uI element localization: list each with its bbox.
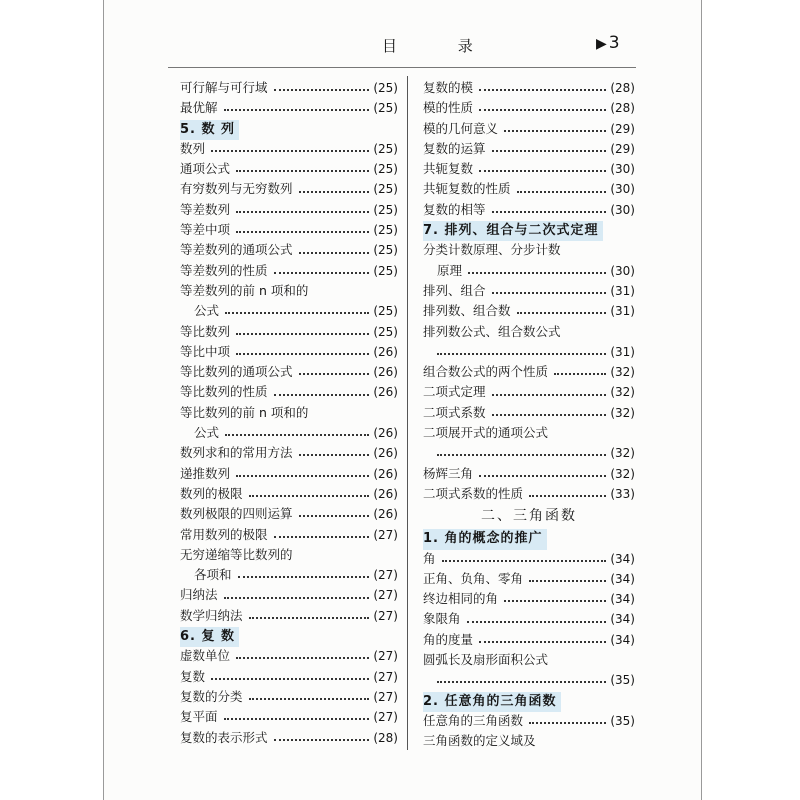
dot-leader <box>225 312 369 314</box>
toc-page-number: (27) <box>373 527 398 542</box>
toc-entry-label: 公式 <box>194 303 220 319</box>
toc-entry[interactable] <box>180 585 398 605</box>
dot-leader <box>249 617 370 619</box>
toc-entry-label: 等比数列的性质 <box>180 384 268 400</box>
toc-entry-label: 递推数列 <box>180 465 231 481</box>
toc-entry-label: 复数的表示形式 <box>180 729 268 745</box>
toc-entry-label: 等差数列 <box>180 201 231 217</box>
toc-entry[interactable] <box>180 728 398 748</box>
toc-entry-label: 正角、负角、零角 <box>423 570 524 586</box>
dot-leader <box>274 89 370 91</box>
dot-leader <box>479 170 606 172</box>
toc-page-number: (27) <box>373 710 398 725</box>
dot-leader <box>492 150 607 152</box>
toc-entry[interactable] <box>423 98 635 118</box>
toc-entry[interactable] <box>423 569 635 589</box>
toc-entry-label: 等差数列的通项公式 <box>180 242 293 258</box>
toc-page-number: (29) <box>610 141 635 156</box>
toc-page-number: (31) <box>610 283 635 298</box>
toc-page-number: (34) <box>610 612 635 627</box>
toc-page-number: (27) <box>373 608 398 623</box>
toc-entry-label: 象限角 <box>423 611 461 627</box>
toc-entry-label: 二项式定理 <box>423 384 486 400</box>
toc-page-number: (26) <box>373 365 398 380</box>
toc-page-number: (27) <box>373 689 398 704</box>
toc-entry-label: 复平面 <box>180 709 218 725</box>
toc-page-number: (25) <box>373 81 398 95</box>
section-heading-label: 1. 角的概念的推广 <box>423 529 547 549</box>
toc-page-number: (25) <box>373 223 398 238</box>
toc-entry-line <box>423 423 635 443</box>
dot-leader <box>274 739 370 741</box>
toc-page-number: (32) <box>610 365 635 380</box>
toc-entry-label: 等差中项 <box>180 222 231 238</box>
dot-leader <box>249 698 370 700</box>
toc-entry-label: 数列 <box>180 140 206 156</box>
toc-entry-label: 无穷递缩等比数列的 <box>180 546 293 562</box>
dot-leader <box>211 678 369 680</box>
toc-entry[interactable] <box>423 301 635 321</box>
toc-page-number: (34) <box>610 632 635 647</box>
toc-entry-label: 复数的相等 <box>423 201 486 217</box>
toc-entry-label: 通项公式 <box>180 161 231 177</box>
dot-leader <box>529 722 606 724</box>
toc-entry-label: 组合数公式的两个性质 <box>423 364 549 380</box>
toc-entry[interactable] <box>423 609 635 629</box>
toc-entry-label: 归纳法 <box>180 587 218 603</box>
toc-entry-line <box>423 322 635 342</box>
toc-entry-line <box>423 240 635 260</box>
dot-leader <box>517 312 607 314</box>
dot-leader <box>479 475 606 477</box>
toc-entry-line <box>180 281 398 301</box>
toc-entry-label: 角 <box>423 550 436 566</box>
dot-leader <box>492 394 607 396</box>
toc-page-number: (27) <box>373 649 398 664</box>
dot-leader <box>238 576 370 578</box>
toc-entry[interactable] <box>423 119 635 139</box>
toc-entry-label: 公式 <box>194 425 220 441</box>
toc-entry[interactable] <box>180 565 398 585</box>
toc-entry-label: 等比中项 <box>180 343 231 359</box>
toc-page-number: (30) <box>610 202 635 217</box>
dot-leader <box>492 211 607 213</box>
toc-entry-label: 排列数公式、组合数公式 <box>423 323 561 339</box>
toc-entry[interactable] <box>180 382 398 402</box>
toc-page-number: (26) <box>373 486 398 501</box>
toc-entry[interactable] <box>180 443 398 463</box>
page-title: 目 录 <box>382 37 501 55</box>
toc-entry[interactable] <box>180 301 398 321</box>
toc-entry-label: 二项式系数 <box>423 404 486 420</box>
toc-entry[interactable] <box>180 646 398 666</box>
section-heading <box>180 119 398 139</box>
dot-leader <box>437 353 606 355</box>
toc-entry[interactable] <box>180 484 398 504</box>
dot-leader <box>467 621 607 623</box>
toc-page-number: (34) <box>610 592 635 607</box>
toc-right-column <box>423 78 635 752</box>
toc-entry[interactable] <box>423 78 635 98</box>
dot-leader <box>299 191 370 193</box>
toc-entry-continuation <box>423 342 635 362</box>
toc-entry-label: 排列数、组合数 <box>423 303 511 319</box>
dot-leader <box>236 211 369 213</box>
toc-entry-continuation <box>423 670 635 690</box>
page-header <box>170 30 635 66</box>
toc-entry[interactable] <box>423 261 635 281</box>
toc-entry[interactable] <box>180 261 398 281</box>
page-number <box>596 33 620 53</box>
dot-leader <box>479 109 606 111</box>
toc-entry-label: 等比数列的前 n 项和的 <box>180 404 309 420</box>
toc-page-number: (28) <box>610 81 635 95</box>
toc-entry[interactable] <box>180 525 398 545</box>
toc-entry[interactable] <box>423 139 635 159</box>
toc-entry-label: 等差数列的性质 <box>180 262 268 278</box>
toc-entry[interactable] <box>423 200 635 220</box>
toc-entry-label: 有穷数列与无穷数列 <box>180 181 293 197</box>
toc-entry[interactable] <box>423 711 635 731</box>
dot-leader <box>437 681 606 683</box>
toc-entry-label: 原理 <box>437 262 463 278</box>
toc-entry[interactable] <box>423 362 635 382</box>
toc-entry[interactable] <box>180 606 398 626</box>
toc-entry-label: 杨辉三角 <box>423 465 474 481</box>
toc-page-number: (31) <box>610 344 635 359</box>
toc-page-number: (34) <box>610 551 635 566</box>
toc-entry-label: 各项和 <box>194 567 232 583</box>
toc-entry-label: 三角函数的定义域及 <box>423 733 536 749</box>
toc-entry[interactable] <box>180 98 398 118</box>
dot-leader <box>529 495 606 497</box>
toc-page-number: (25) <box>373 263 398 278</box>
toc-page-number: (32) <box>610 466 635 481</box>
toc-entry[interactable] <box>180 240 398 260</box>
toc-page-number: (26) <box>373 466 398 481</box>
dot-leader <box>236 333 369 335</box>
dot-leader <box>492 292 607 294</box>
toc-entry-label: 复数 <box>180 668 206 684</box>
dot-leader <box>236 475 369 477</box>
section-heading-label: 2. 任意角的三角函数 <box>423 692 561 712</box>
toc-entry-label: 复数的运算 <box>423 140 486 156</box>
toc-entry[interactable] <box>423 403 635 423</box>
toc-entry[interactable] <box>180 322 398 342</box>
section-heading-label: 6. 复 数 <box>180 627 239 647</box>
toc-entry[interactable] <box>180 423 398 443</box>
toc-entry[interactable] <box>180 687 398 707</box>
toc-entry-label: 数列极限的四则运算 <box>180 506 293 522</box>
toc-entry-continuation <box>423 443 635 463</box>
dot-leader <box>236 353 369 355</box>
toc-entry[interactable] <box>180 78 398 98</box>
dot-leader <box>504 600 606 602</box>
dot-leader <box>504 130 606 132</box>
section-heading <box>423 691 635 711</box>
toc-entry-label: 分类计数原理、分步计数 <box>423 242 561 258</box>
dot-leader <box>468 272 606 274</box>
toc-entry[interactable] <box>423 484 635 504</box>
toc-entry[interactable] <box>423 179 635 199</box>
toc-page-number: (26) <box>373 426 398 441</box>
toc-entry-label: 角的度量 <box>423 631 474 647</box>
toc-page-number: (32) <box>610 446 635 461</box>
toc-entry-label: 等差数列的前 n 项和的 <box>180 282 309 298</box>
toc-entry-label: 数学归纳法 <box>180 607 243 623</box>
toc-entry[interactable] <box>180 179 398 199</box>
toc-entry[interactable] <box>423 464 635 484</box>
toc-entry-label: 圆弧长及扇形面积公式 <box>423 652 549 668</box>
dot-leader <box>236 170 369 172</box>
toc-page-number: (25) <box>373 304 398 319</box>
toc-entry-line <box>180 545 398 565</box>
toc-page-number: (30) <box>610 162 635 177</box>
toc-entry-label: 模的性质 <box>423 100 474 116</box>
toc-page-number: (28) <box>610 101 635 116</box>
toc-page-number: (30) <box>610 182 635 197</box>
dot-leader <box>492 414 607 416</box>
toc-page-number: (25) <box>373 182 398 197</box>
dot-leader <box>479 641 606 643</box>
toc-entry-label: 共轭复数的性质 <box>423 181 511 197</box>
toc-entry[interactable] <box>180 667 398 687</box>
page-number-value: 3 <box>608 33 620 53</box>
toc-entry-label: 可行解与可行域 <box>180 80 268 95</box>
toc-entry[interactable] <box>423 630 635 650</box>
toc-page-number: (28) <box>373 730 398 745</box>
toc-entry[interactable] <box>180 707 398 727</box>
toc-page-number: (25) <box>373 324 398 339</box>
toc-page-number: (35) <box>610 713 635 728</box>
toc-page-number: (25) <box>373 243 398 258</box>
dot-leader <box>224 597 370 599</box>
toc-page-number: (32) <box>610 385 635 400</box>
toc-entry[interactable] <box>423 382 635 402</box>
toc-page-number: (26) <box>373 344 398 359</box>
toc-entry-label: 任意角的三角函数 <box>423 712 524 728</box>
toc-entry-line <box>180 403 398 423</box>
dot-leader <box>225 434 369 436</box>
toc-page-number: (25) <box>373 101 398 116</box>
dot-leader <box>274 394 370 396</box>
dot-leader <box>211 150 369 152</box>
dot-leader <box>299 515 370 517</box>
toc-page-number: (25) <box>373 162 398 177</box>
toc-page-number: (33) <box>610 486 635 501</box>
toc-entry-label: 数列求和的常用方法 <box>180 445 293 461</box>
toc-entry[interactable] <box>423 549 635 569</box>
toc-page-number: (27) <box>373 588 398 603</box>
dot-leader <box>249 495 370 497</box>
section-heading <box>423 220 635 240</box>
toc-entry-label: 共轭复数 <box>423 161 474 177</box>
dot-leader <box>224 109 370 111</box>
toc-entry-label: 排列、组合 <box>423 282 486 298</box>
section-heading-label: 7. 排列、组合与二次式定理 <box>423 221 603 241</box>
toc-page-number: (30) <box>610 263 635 278</box>
toc-entry[interactable] <box>180 464 398 484</box>
toc-page-number: (26) <box>373 385 398 400</box>
toc-page-number: (27) <box>373 669 398 684</box>
toc-entry[interactable] <box>423 159 635 179</box>
toc-entry-label: 常用数列的极限 <box>180 526 268 542</box>
toc-page-number: (27) <box>373 568 398 583</box>
toc-page-number: (25) <box>373 141 398 156</box>
dot-leader <box>299 454 370 456</box>
toc-entry[interactable] <box>180 504 398 524</box>
dot-leader <box>437 454 606 456</box>
column-divider <box>407 76 408 750</box>
dot-leader <box>554 373 606 375</box>
right-triangle-icon: ▶ <box>596 36 607 52</box>
toc-entry-line <box>423 650 635 670</box>
toc-entry-label: 等比数列的通项公式 <box>180 364 293 380</box>
chapter-heading: 二、三角函数 <box>481 508 577 525</box>
toc-page-number: (32) <box>610 405 635 420</box>
toc-entry-label: 二项式系数的性质 <box>423 485 524 501</box>
toc-entry[interactable] <box>423 589 635 609</box>
dot-leader <box>274 536 370 538</box>
section-heading <box>180 626 398 646</box>
toc-entry[interactable] <box>180 200 398 220</box>
toc-entry-label: 复数的分类 <box>180 688 243 704</box>
section-heading <box>423 528 635 548</box>
toc-entry[interactable] <box>180 362 398 382</box>
toc-page-number: (34) <box>610 571 635 586</box>
toc-entry-label: 最优解 <box>180 100 218 116</box>
dot-leader <box>529 580 606 582</box>
dot-leader <box>479 89 606 91</box>
toc-page-number: (31) <box>610 304 635 319</box>
toc-entry-label: 虚数单位 <box>180 648 231 664</box>
section-heading-label: 5. 数 列 <box>180 120 239 140</box>
toc-entry-label: 二项展开式的通项公式 <box>423 425 549 441</box>
dot-leader <box>274 272 370 274</box>
dot-leader <box>299 252 370 254</box>
toc-page-number: (25) <box>373 202 398 217</box>
toc-entry[interactable] <box>180 220 398 240</box>
dot-leader <box>517 191 607 193</box>
toc-entry-label: 等比数列 <box>180 323 231 339</box>
toc-entry-label: 数列的极限 <box>180 485 243 501</box>
toc-entry[interactable] <box>180 342 398 362</box>
toc-entry-label: 复数的模 <box>423 80 474 95</box>
toc-page-number: (26) <box>373 446 398 461</box>
header-rule <box>168 67 636 68</box>
dot-leader <box>442 560 607 562</box>
dot-leader <box>299 373 370 375</box>
toc-entry-line <box>423 731 635 751</box>
toc-page-number: (29) <box>610 121 635 136</box>
dot-leader <box>236 231 369 233</box>
toc-left-column <box>180 78 398 748</box>
dot-leader <box>236 657 369 659</box>
toc-page-number: (35) <box>610 673 635 688</box>
toc-page-number: (26) <box>373 507 398 522</box>
dot-leader <box>224 718 370 720</box>
toc-entry[interactable] <box>180 139 398 159</box>
toc-entry[interactable] <box>180 159 398 179</box>
toc-entry[interactable] <box>423 281 635 301</box>
toc-entry-label: 模的几何意义 <box>423 120 499 136</box>
toc-entry-label: 终边相同的角 <box>423 591 499 607</box>
